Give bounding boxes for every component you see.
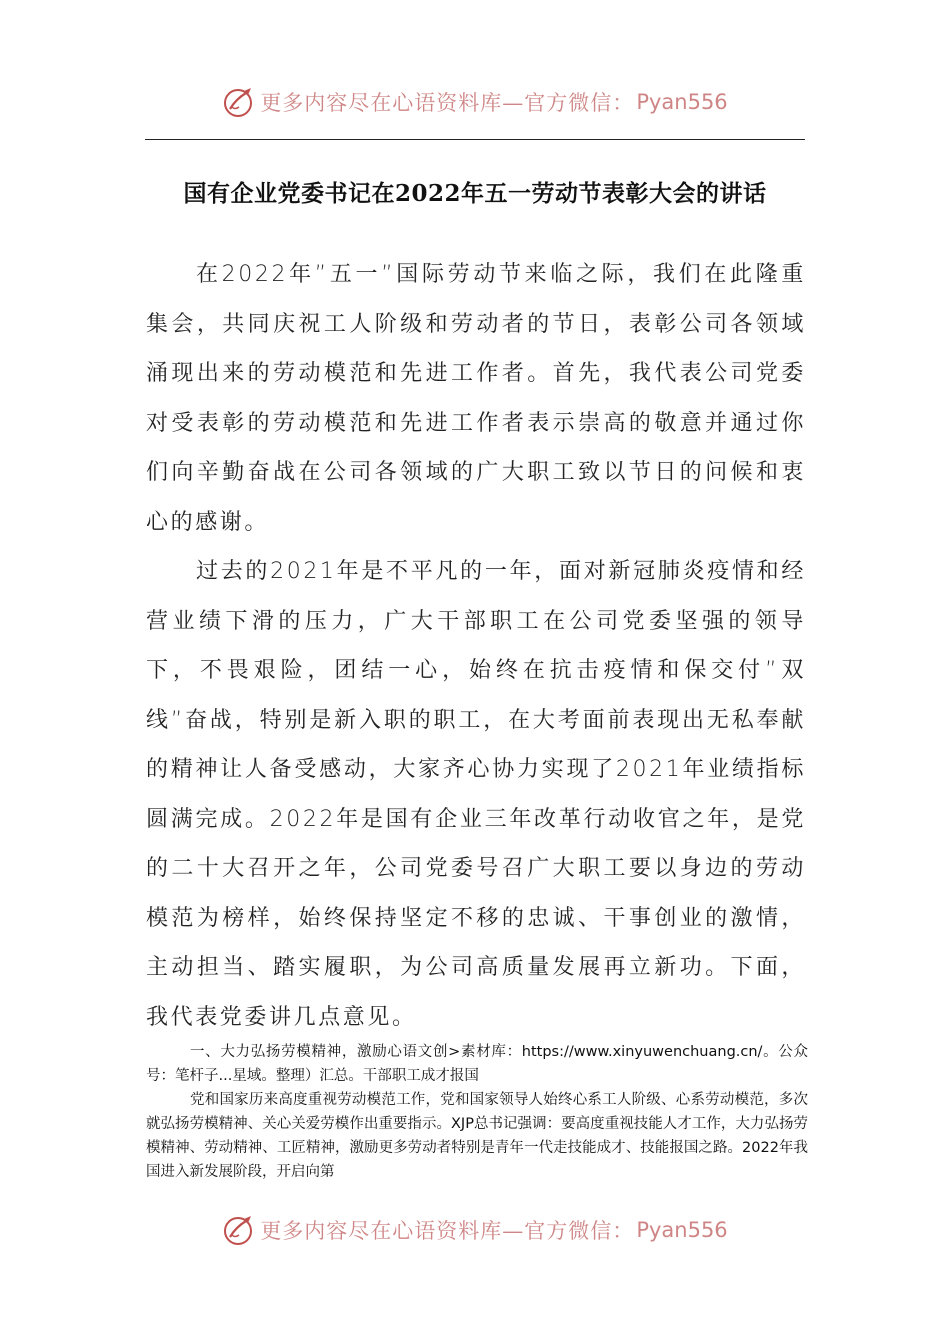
header-watermark-banner (0, 80, 950, 124)
watermark-wechat-id: Pyan556 (636, 1218, 728, 1242)
pen-circle-logo-icon (222, 85, 256, 119)
small-paragraph: 党和国家历来高度重视劳动模范工作，党和国家领导人始终心系工人阶级、心系劳动模范，多次就弘扬劳模精神、关心关爱劳模作出重要指示。XJP总书记强调：要高度重视技能人才工作，大力弘扬劳模精神、劳动精神、工匠精神，激励更多劳动者特别是青年一代走技能成才、技能报国之路。2022年我国进入新发展阶段，开启向第 (146, 1092, 808, 1180)
pen-circle-logo-icon (222, 1213, 256, 1247)
footer-watermark-banner (0, 1208, 950, 1252)
watermark-text: 更多内容尽在心语资料库—官方微信： (260, 1219, 635, 1243)
document-body (146, 250, 806, 1042)
document-title: 国有企业党委书记在2022年五一劳动节表彰大会的讲话 (183, 180, 767, 207)
header-divider (145, 139, 805, 140)
watermark-wechat-id: Pyan556 (636, 90, 728, 114)
watermark-text: 更多内容尽在心语资料库—官方微信： (260, 91, 635, 115)
section-heading-paragraph: 一、大力弘扬劳模精神，激励心语文创>素材库：https://www.xinyuwenchuang.cn/。公众号：笔杆子...星域。整理）汇总。干部职工成才报国 (146, 1044, 808, 1084)
body-paragraph: 在2022年”五一”国际劳动节来临之际，我们在此隆重集会，共同庆祝工人阶级和劳动者的节日，表彰公司各领域涌现出来的劳动模范和先进工作者。首先，我代表公司党委对受表彰的劳动模范和先进工作者表示崇高的敬意并通过你们向辛勤奋战在公司各领域的广大职工致以节日的问候和衷心的感谢。 (146, 262, 806, 535)
document-small-section (146, 1040, 808, 1184)
body-paragraph: 过去的2021年是不平凡的一年，面对新冠肺炎疫情和经营业绩下滑的压力，广大干部职工在公司党委坚强的领导下，不畏艰险，团结一心，始终在抗击疫情和保交付”双线”奋战，特别是新入职的职工，在大考面前表现出无私奉献的精神让人备受感动，大家齐心协力实现了2021年业绩指标圆满完成。2022年是国有企业三年改革行动收官之年，是党的二十大召开之年，公司党委号召广大职工要以身边的劳动模范为榜样，始终保持坚定不移的忠诚、干事创业的激情，主动担当、踏实履职，为公司高质量发展再立新功。下面，我代表党委讲几点意见。 (146, 559, 806, 1030)
